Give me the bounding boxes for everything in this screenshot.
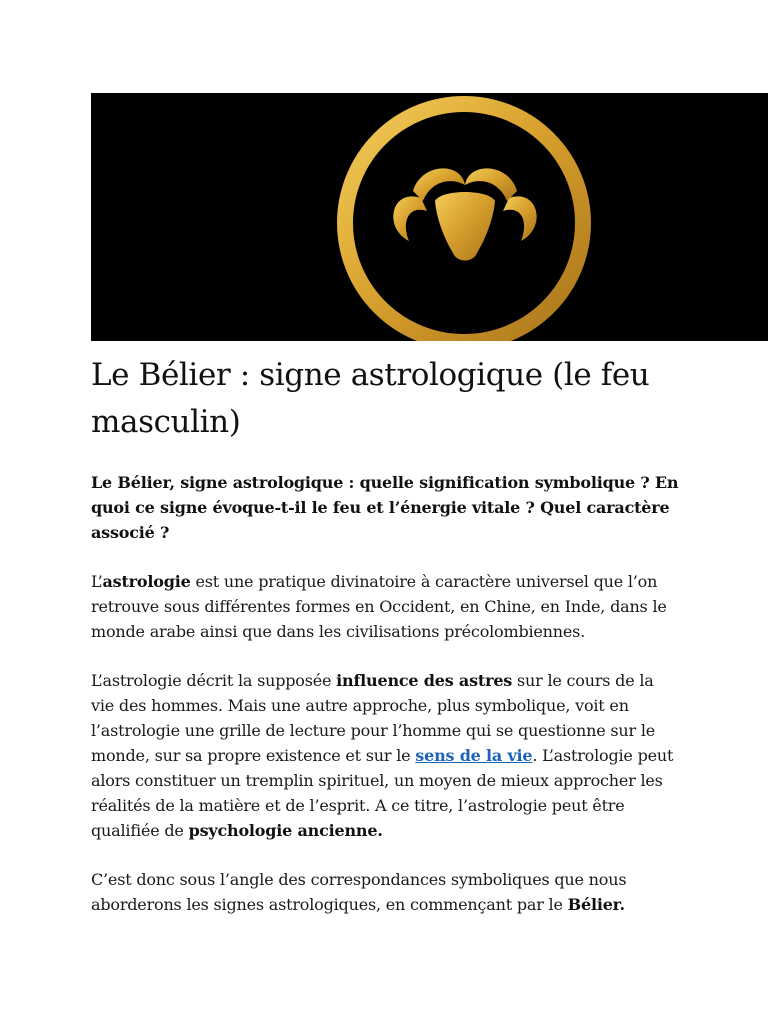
- paragraph-text: L’: [91, 572, 103, 591]
- bold-term-astrologie: astrologie: [102, 572, 191, 591]
- bold-term-psychologie: psychologie ancienne.: [188, 821, 383, 840]
- link-sens-de-la-vie[interactable]: sens de la vie: [415, 746, 533, 765]
- paragraph-text: . L’astrologie peut alors constituer un tremplin spirituel, un moyen de mieux approcher les réalités de la matière et de l’esprit. A ce titre, l’astrologie peut être qualifiée de: [91, 746, 674, 840]
- paragraph-influence: [91, 668, 681, 843]
- hero-banner: [91, 93, 768, 341]
- paragraph-text: L’astrologie décrit la supposée: [91, 671, 337, 690]
- lead-paragraph: Le Bélier, signe astrologique : quelle signification symbolique ? En quoi ce signe évoque-t-il le feu et l’énergie vitale ? Quel caractère associé ?: [91, 473, 679, 542]
- paragraph-text: C’est donc sous l’angle des correspondances symboliques que nous aborderons les signes astrologiques, en commençant par le: [91, 870, 627, 914]
- paragraph-correspondances: [91, 867, 681, 917]
- bold-term-belier: Bélier.: [567, 895, 625, 914]
- paragraph-text: sur le cours de la vie des hommes. Mais une autre approche, plus symbolique, voit en l’astrologie une grille de lecture pour l’homme qui se questionne sur le monde, sur sa propre existence et sur le: [91, 671, 656, 765]
- paragraph-astrologie: [91, 569, 681, 644]
- page-title: Le Bélier : signe astrologique (le feu masculin): [91, 357, 650, 440]
- bold-term-influence: influence des astres: [336, 671, 513, 690]
- article-content: [91, 352, 681, 917]
- paragraph-text: est une pratique divinatoire à caractère universel que l’on retrouve sous différentes formes en Occident, en Chine, en Inde, dans le monde arabe ainsi que dans les civilisations précolombiennes.: [91, 572, 667, 641]
- aries-ram-icon: [91, 93, 768, 341]
